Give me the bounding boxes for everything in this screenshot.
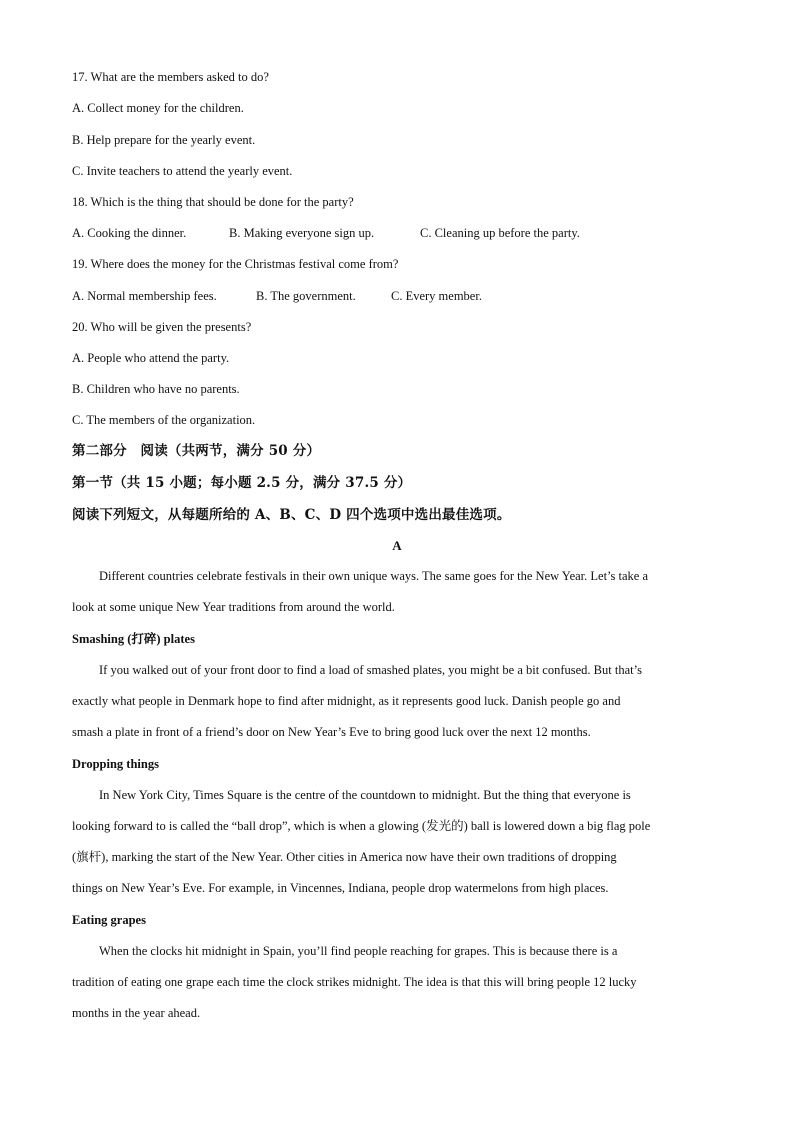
dropping-line-1: In New York City, Times Square is the centre of the countdown to midnight. But the thing that everyone is <box>99 788 631 802</box>
question-20-option-a: A. People who attend the party. <box>72 351 230 365</box>
reading-instruction: 阅读下列短文，从每题所给的 A、B、C、D 四个选项中选出最佳选项。 <box>72 507 511 523</box>
question-19-option-b: B. The government. <box>256 289 356 303</box>
question-20-option-b: B. Children who have no parents. <box>72 382 240 396</box>
intro-line-1: Different countries celebrate festivals in their own unique ways. The same goes for the New Year. Let’s take a <box>99 569 649 583</box>
question-20-stem: 20. Who will be given the presents? <box>72 320 252 334</box>
question-18-option-a: A. Cooking the dinner. <box>72 226 187 240</box>
smashing-line-3: smash a plate in front of a friend’s door on New Year’s Eve to bring good luck over the next 12 months. <box>72 725 591 739</box>
question-17-option-a: A. Collect money for the children. <box>72 101 244 115</box>
dropping-line-4: things on New Year’s Eve. For example, in Vincennes, Indiana, people drop watermelons from high places. <box>72 881 609 895</box>
smashing-heading: Smashing (打碎) plates <box>72 632 195 646</box>
passage-label: A <box>392 538 402 553</box>
eating-line-2: tradition of eating one grape each time the clock strikes midnight. The idea is that this will bring people 12 lucky <box>72 975 637 989</box>
dropping-heading: Dropping things <box>72 757 159 771</box>
question-17-stem: 17. What are the members asked to do? <box>72 70 269 84</box>
eating-heading: Eating grapes <box>72 913 146 927</box>
eating-line-1: When the clocks hit midnight in Spain, you’ll find people reaching for grapes. This is because there is a <box>99 944 618 958</box>
eating-line-3: months in the year ahead. <box>72 1006 201 1020</box>
intro-line-2: look at some unique New Year traditions from around the world. <box>72 600 395 614</box>
question-19-stem: 19. Where does the money for the Christmas festival come from? <box>72 257 399 271</box>
question-20-option-c: C. The members of the organization. <box>72 413 256 427</box>
section-1-heading: 第一节（共 15 小题；每小题 2.5 分，满分 37.5 分） <box>72 475 412 491</box>
question-18-option-c: C. Cleaning up before the party. <box>420 226 580 240</box>
section-part2-heading: 第二部分 阅读（共两节，满分 50 分） <box>72 443 321 459</box>
question-19-option-c: C. Every member. <box>391 289 482 303</box>
question-18-option-b: B. Making everyone sign up. <box>229 226 375 240</box>
question-17-option-b: B. Help prepare for the yearly event. <box>72 133 256 147</box>
smashing-line-2: exactly what people in Denmark hope to find after midnight, as it represents good luck. Danish people go and <box>72 694 621 708</box>
dropping-line-3: (旗杆), marking the start of the New Year. Other cities in America now have their own traditions of dropping <box>72 850 617 864</box>
question-19-option-a: A. Normal membership fees. <box>72 289 217 303</box>
dropping-line-2: looking forward to is called the “ball drop”, which is when a glowing (发光的) ball is lowered down a big flag pole <box>72 819 651 833</box>
question-18-stem: 18. Which is the thing that should be done for the party? <box>72 195 354 209</box>
smashing-line-1: If you walked out of your front door to find a load of smashed plates, you might be a bit confused. But that’s <box>99 663 642 677</box>
question-17-option-c: C. Invite teachers to attend the yearly event. <box>72 164 293 178</box>
